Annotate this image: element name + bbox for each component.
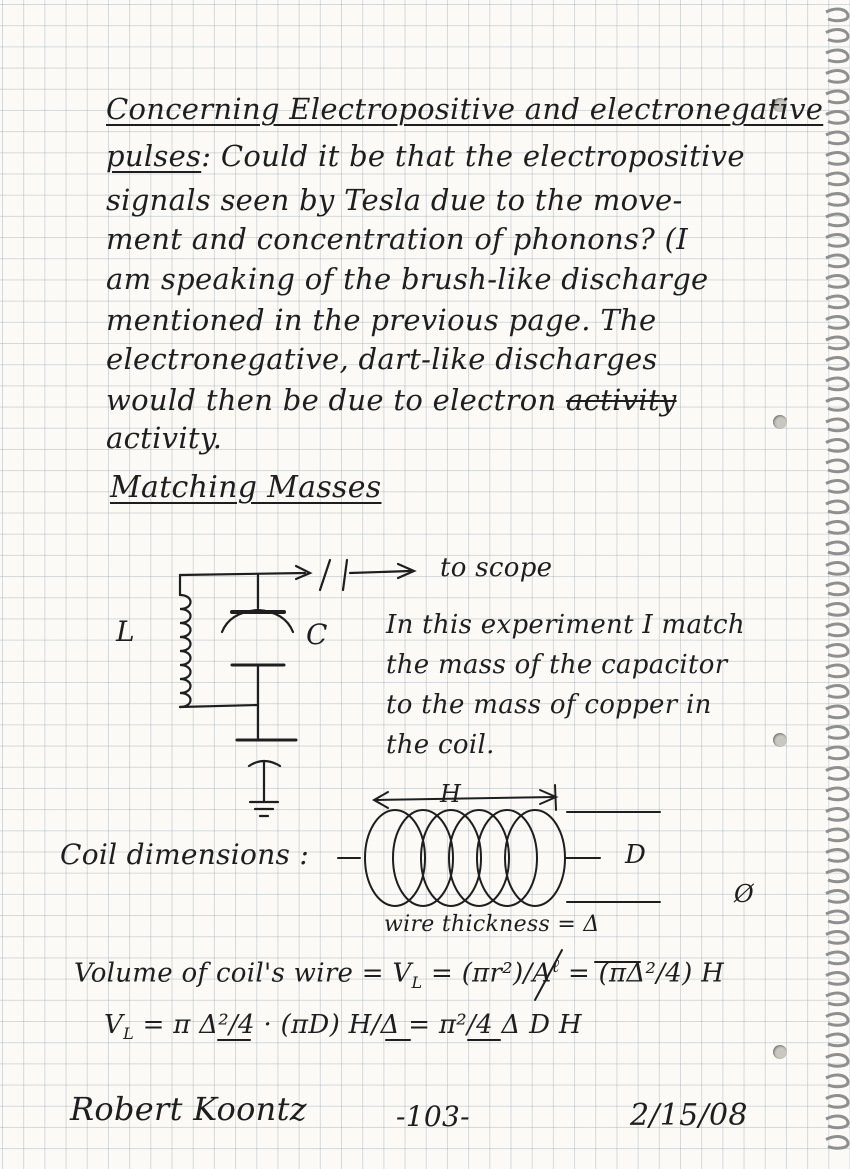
eq1-right: = (πΔ²/4) H [567,958,725,989]
paragraph-last-line: activity. [106,421,223,455]
wire-note: wire thickness = Δ [384,912,600,937]
spiral-coil [826,542,848,554]
spiral-coil [826,9,848,21]
paragraph-line: mentioned in the previous page. The [106,303,657,337]
paragraph-line-text: would then be due to electron [106,383,557,417]
spiral-coil [826,788,848,800]
page-date: 2/15/08 [630,1098,748,1133]
spiral-coil [826,1075,848,1087]
spiral-coil [826,378,848,390]
spiral-coil [826,973,848,985]
spiral-coil [826,30,848,42]
coil-label-D: D [625,840,647,870]
spiral-coil [826,501,848,513]
spiral-coil [826,1034,848,1046]
heading-lead: pulses [106,139,202,173]
heading-title [106,92,823,126]
eq1-sub: L [411,972,423,992]
heading-title-text: Concerning Electropositive and electronegative [106,92,824,126]
spiral-coil [826,460,848,472]
spiral-coil [826,563,848,575]
spiral-coil [826,891,848,903]
scope-label: to scope [440,553,553,583]
eq1-left: Volume of coil's wire = V [74,958,412,989]
spiral-coil [826,214,848,226]
equation-2 [104,1010,582,1043]
spiral-coil [826,194,848,206]
eq1-struck: A [532,958,552,989]
spiral-coil [826,1116,848,1128]
eq1-ell: ℓ [551,956,560,977]
spiral-coil [826,645,848,657]
spiral-coil [826,296,848,308]
eq2-sub: L [123,1024,135,1044]
spiral-coil [826,952,848,964]
page-number: -103- [396,1100,470,1133]
spiral-coil [826,624,848,636]
spiral-coil [826,255,848,267]
heading-lead-line [106,139,745,173]
note-line: the mass of the capacitor [386,650,728,680]
label-C: C [306,618,328,651]
heading-lead-rest: : Could it be that the electropositive [201,139,745,173]
spiral-coil [826,419,848,431]
coil-side-mark: Ø [734,880,754,908]
spiral-coil [826,604,848,616]
spiral-coil [826,932,848,944]
spiral-binding [824,0,850,1169]
spiral-coil [826,91,848,103]
spiral-coil [826,706,848,718]
spiral-coil [826,768,848,780]
paragraph-line: ment and concentration of phonons? (I [106,222,688,256]
paragraph-line: signals seen by Tesla due to the move- [106,183,683,217]
paragraph-line: electronegative, dart-like discharges [106,342,658,376]
note-line: the coil. [386,730,495,760]
spiral-coil [826,440,848,452]
spiral-coil [826,173,848,185]
note-line: In this experiment I match [386,610,745,640]
spiral-coil [826,809,848,821]
spiral-coil [826,665,848,677]
eq1-mid: = (πr²) [431,958,524,989]
spiral-coil [826,1137,848,1149]
spiral-coil [826,358,848,370]
note-line: to the mass of copper in [386,690,712,720]
spiral-coil [826,583,848,595]
punch-hole [773,415,787,429]
spiral-coil [826,481,848,493]
spiral-coil [826,1055,848,1067]
spiral-coil [826,399,848,411]
spiral-coil [826,522,848,534]
paragraph-line [106,383,677,417]
spiral-coil [826,870,848,882]
label-L: L [116,615,135,648]
section-title: Matching Masses [110,470,382,505]
spiral-coil [826,686,848,698]
spiral-coil [826,911,848,923]
spiral-coil [826,850,848,862]
spiral-coil [826,727,848,739]
spiral-coil [826,276,848,288]
spiral-coil [826,1014,848,1026]
spiral-coil [826,235,848,247]
coil-label-H: H [440,780,462,808]
eq2-body: = π Δ²/4 · (πD) H/Δ = π²/4 Δ D H [142,1010,582,1040]
spiral-coil [826,747,848,759]
spiral-coil [826,71,848,83]
punch-hole [773,1045,787,1059]
equation-1: Volume of coil's wire = $V_L = (\pi r^2)/A^\ell = (\pi\Delta^2/4)$ H [74,956,725,992]
spiral-coil [826,317,848,329]
spiral-coil [826,1096,848,1108]
spiral-coil [826,112,848,124]
paragraph-line: am speaking of the brush-like discharge [106,262,709,296]
spiral-coil [826,50,848,62]
struck-word: activity [566,383,677,417]
spiral-coil [826,337,848,349]
coil-caption: Coil dimensions : [60,838,310,871]
punch-hole [773,733,787,747]
spiral-coil [826,153,848,165]
author-signature: Robert Koontz [70,1090,307,1128]
eq2-left: V [104,1010,124,1040]
spiral-coil [826,993,848,1005]
spiral-coil [826,829,848,841]
spiral-coil [826,132,848,144]
